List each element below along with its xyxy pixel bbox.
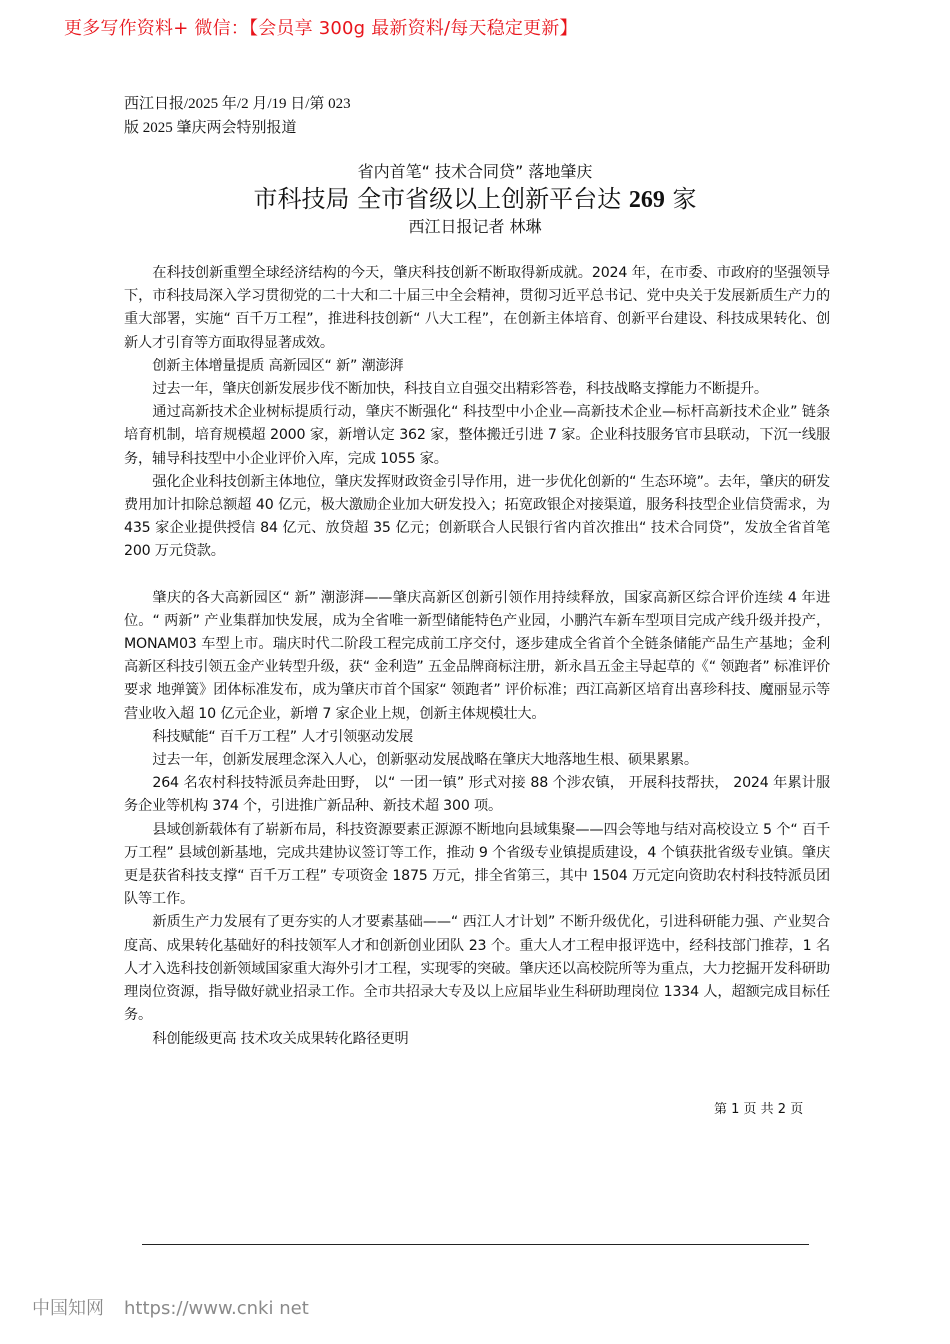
watermark-url: https://www.cnki net	[124, 1298, 309, 1319]
kicker: 省内首笔“ 技术合同贷” 落地肇庆	[357, 162, 593, 181]
section-subhead: 创新主体增量提质 高新园区“ 新” 潮澎湃	[152, 357, 404, 374]
paragraph: 新质生产力发展有了更夯实的人才要素基础——“ 西江人才计划” 不断升级优化，引进科研能力强、产业契合度高、成果转化基础好的科技领军人才和创新创业团队 23 个。重大人才工程申报评选中，经科技部门推荐，1 名人才入选科技创新领域国家重大海外引才工程，实现零的突破。肇庆还以高校院所等为重点，大力挖掘开发科研助理岗位资源，指导做好就业招录工作。全市共招录大专及以上应届毕业生科研助理岗位 1334 人，超额完成目标任务。	[124, 914, 830, 1024]
article-body	[124, 262, 830, 1051]
article-header	[0, 160, 950, 239]
headline	[0, 184, 950, 215]
promo-banner: 更多写作资料+ 微信：【会员享 300g 最新资料/每天稳定更新】	[64, 18, 578, 39]
paragraph: 肇庆的各大高新园区“ 新” 潮澎湃——肇庆高新区创新引领作用持续释放，国家高新区综合评价连续 4 年进位。“ 两新” 产业集群加快发展，成为全省唯一新型储能特色产业园，小鹏汽车新车型项目完成产线升级并投产，MONAM03 车型上市。瑞庆时代二阶段工程完成前工序交付，逐步建成全省首个全链条储能产品生产基地；金利高新区科技引领五金产业转型升级，获“ 金利造” 五金品牌商标注册，新永昌五金主导起草的《“ 领跑者” 标准评价要求 地弹簧》团体标准发布，成为肇庆市首个国家“ 领跑者” 评价标准；西江高新区培育出喜珍科技、魔丽显示等营业收入超 10 亿元企业，新增 7 家企业上规，创新主体规模壮大。	[124, 589, 830, 722]
paragraph: 县域创新载体有了崭新布局，科技资源要素正源源不断地向县域集聚——四会等地与结对高校设立 5 个“ 百千万工程” 县域创新基地，完成共建协议签订等工作，推动 9 个省级专业镇提质建设，4 个镇获批省级专业镇。肇庆更是获省科技支撑“ 百千万工程” 专项资金 1875 万元，排全省第三，其中 1504 万元定向资助农村科技特派员团队等工作。	[124, 821, 830, 908]
paragraph: 过去一年，创新发展理念深入人心，创新驱动发展战略在肇庆大地落地生根、硕果累累。	[152, 752, 698, 769]
byline: 西江日报记者 林琳	[408, 217, 542, 236]
paragraph: 过去一年，肇庆创新发展步伐不断加快，科技自立自强交出精彩答卷，科技战略支撑能力不断提升。	[152, 381, 768, 398]
headline-text: 市科技局 全市省级以上创新平台达	[253, 185, 629, 213]
paragraph: 通过高新技术企业树标提质行动，肇庆不断强化“ 科技型中小企业—高新技术企业—标杆高新技术企业” 链条培育机制，培育规模超 2000 家，新增认定 362 家，整体搬迁引进 7 家。企业科技服务官市县联动，下沉一线服务，辅导科技型中小企业评价入库，完成 1055 家。	[124, 404, 830, 467]
source-line-1: 西江日报/2025 年/2 月/19 日/第 023	[124, 96, 351, 112]
headline-number: 269	[628, 187, 665, 213]
source-info	[124, 92, 351, 140]
page-indicator: 第 1 页 共 2 页	[714, 1102, 804, 1117]
section-subhead: 科技赋能“ 百千万工程” 人才引领驱动发展	[152, 728, 414, 745]
footer-divider	[142, 1244, 809, 1245]
paragraph: 264 名农村科技特派员奔赴田野， 以“ 一团一镇” 形式对接 88 个涉农镇， 开展科技帮扶， 2024 年累计服务企业等机构 374 个，引进推广新品种、新技术超 300 项。	[124, 775, 830, 815]
section-subhead: 科创能级更高 技术攻关成果转化路径更明	[152, 1030, 409, 1047]
paragraph: 强化企业科技创新主体地位，肇庆发挥财政资金引导作用，进一步优化创新的“ 生态环境”。去年，肇庆的研发费用加计扣除总额超 40 亿元，极大激励企业加大研发投入；拓宽政银企对接渠道，服务科技型企业信贷需求，为 435 家企业提供授信 84 亿元、放贷超 35 亿元；创新联合人民银行省内首次推出“ 技术合同贷”，发放全省首笔 200 万元贷款。	[124, 473, 830, 560]
paragraph: 在科技创新重塑全球经济结构的今天，肇庆科技创新不断取得新成就。2024 年，在市委、市政府的坚强领导下，市科技局深入学习贯彻党的二十大和二十届三中全会精神，贯彻习近平总书记、党中央关于发展新质生产力的重大部署，实施“ 百千万工程”，推进科技创新“ 八大工程”，在创新主体培育、创新平台建设、科技成果转化、创新人才引育等方面取得显著成效。	[124, 265, 830, 351]
watermark-name: 中国知网	[32, 1298, 104, 1319]
watermark	[32, 1294, 329, 1320]
source-line-2: 版 2025 肇庆两会特别报道	[124, 120, 297, 136]
headline-suffix: 家	[664, 185, 697, 213]
